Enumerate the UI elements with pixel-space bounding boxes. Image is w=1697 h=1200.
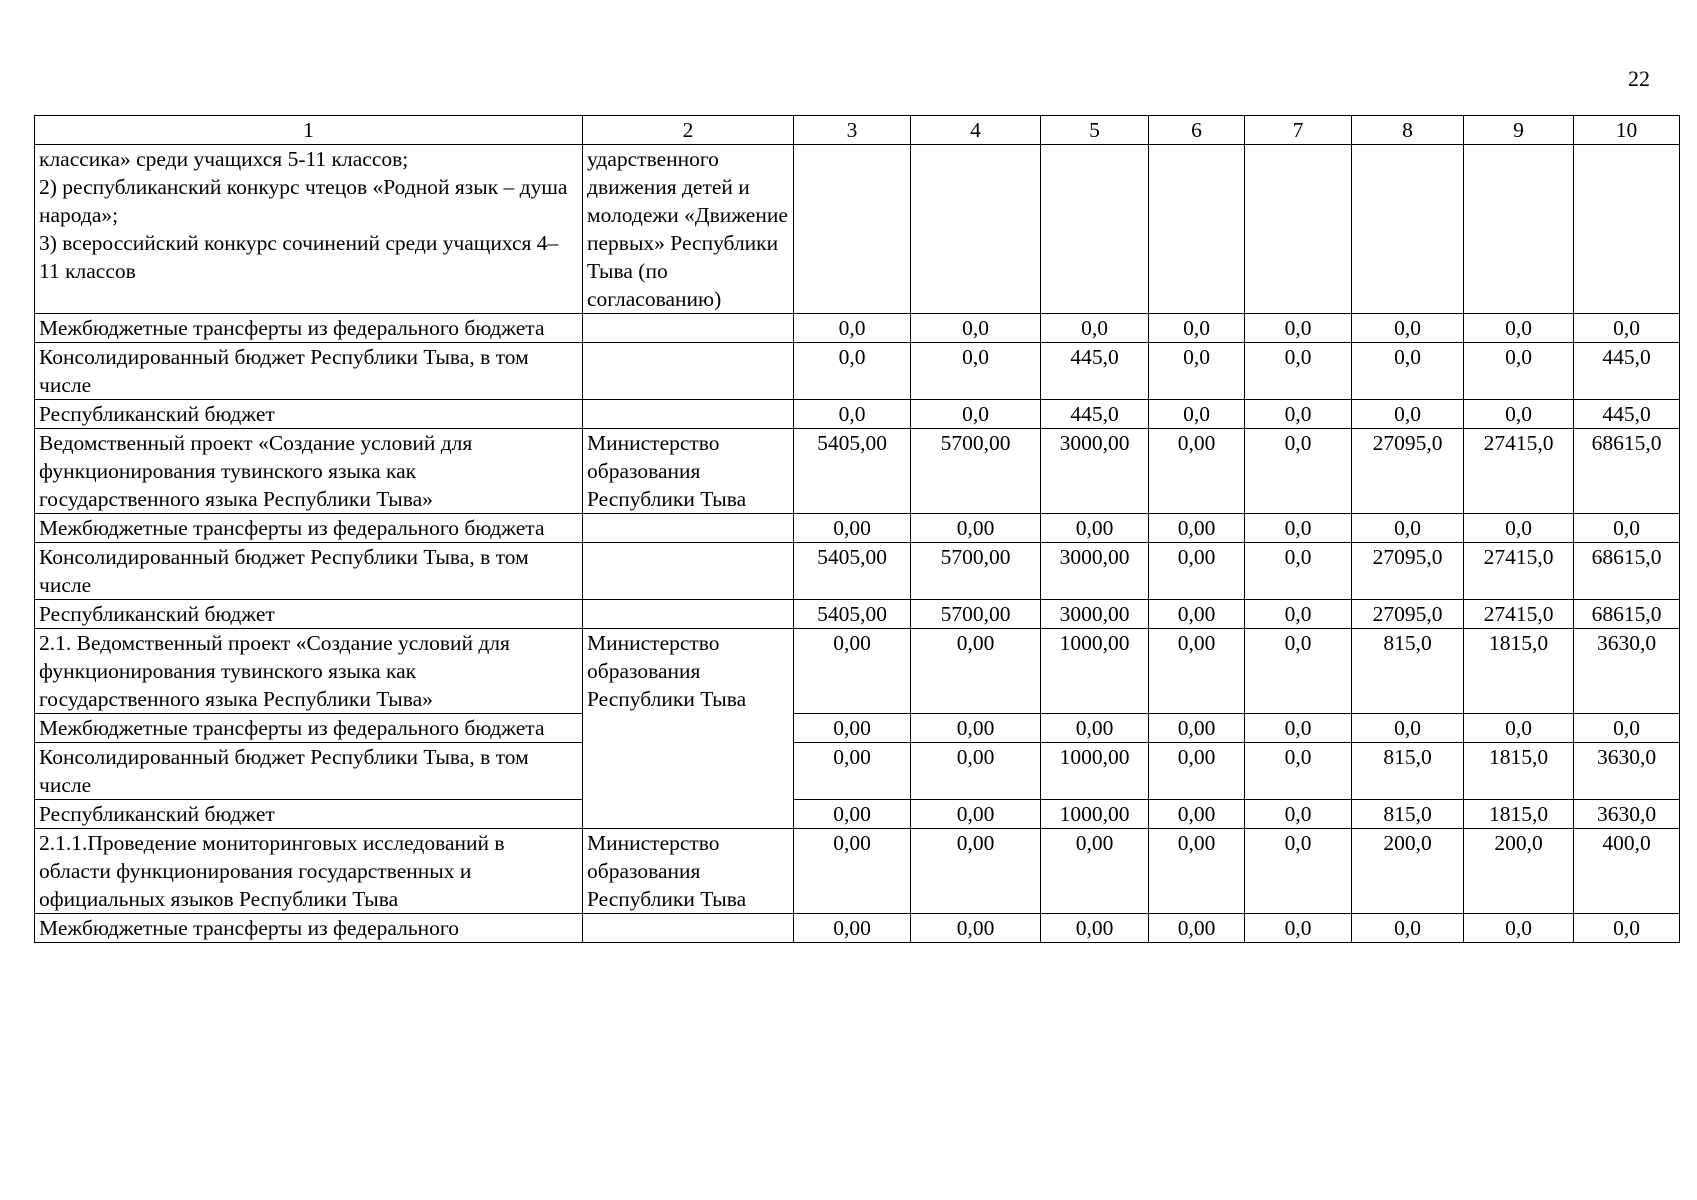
value-cell xyxy=(794,145,911,314)
row-description: Республиканский бюджет xyxy=(35,800,583,829)
responsible-executor xyxy=(583,543,794,600)
value-cell: 0,0 xyxy=(1245,343,1352,400)
row-description: Консолидированный бюджет Республики Тыва, в том числе xyxy=(35,543,583,600)
value-cell xyxy=(1149,145,1245,314)
responsible-executor xyxy=(583,314,794,343)
row-description: Межбюджетные трансферты из федерального бюджета xyxy=(35,314,583,343)
value-cell: 5405,00 xyxy=(794,600,911,629)
value-cell: 0,0 xyxy=(1464,343,1574,400)
value-cell: 0,0 xyxy=(1149,400,1245,429)
column-header: 2 xyxy=(583,116,794,145)
table-row xyxy=(35,543,1680,600)
value-cell xyxy=(1352,145,1464,314)
value-cell: 0,00 xyxy=(911,829,1041,914)
value-cell: 5700,00 xyxy=(911,429,1041,514)
value-cell: 0,0 xyxy=(1574,514,1680,543)
value-cell: 0,00 xyxy=(794,914,911,943)
page-number: 22 xyxy=(1628,66,1650,91)
value-cell: 0,0 xyxy=(911,343,1041,400)
value-cell: 0,00 xyxy=(1149,829,1245,914)
value-cell: 0,00 xyxy=(911,743,1041,800)
value-cell: 5700,00 xyxy=(911,543,1041,600)
value-cell: 0,00 xyxy=(1041,514,1149,543)
value-cell: 3630,0 xyxy=(1574,629,1680,714)
row-description: классика» среди учащихся 5-11 классов; 2) республиканский конкурс чтецов «Родной язык – душа народа»; 3) всероссийский конкурс сочинений среди учащихся 4–11 классов xyxy=(35,145,583,314)
column-header: 5 xyxy=(1041,116,1149,145)
table-row xyxy=(35,429,1680,514)
value-cell: 0,0 xyxy=(1245,543,1352,600)
value-cell xyxy=(1574,145,1680,314)
value-cell: 0,00 xyxy=(1149,800,1245,829)
value-cell: 0,0 xyxy=(1245,314,1352,343)
column-header: 10 xyxy=(1574,116,1680,145)
responsible-executor xyxy=(583,400,794,429)
row-description: 2.1.1.Проведение мониторинговых исследований в области функционирования государственных и официальных языков Республики Тыва xyxy=(35,829,583,914)
responsible-executor xyxy=(583,514,794,543)
value-cell: 5405,00 xyxy=(794,543,911,600)
value-cell xyxy=(1041,145,1149,314)
table-row xyxy=(35,145,1680,314)
value-cell: 27415,0 xyxy=(1464,543,1574,600)
value-cell: 3000,00 xyxy=(1041,543,1149,600)
column-header: 6 xyxy=(1149,116,1245,145)
value-cell: 0,0 xyxy=(794,400,911,429)
value-cell: 27095,0 xyxy=(1352,429,1464,514)
value-cell: 0,00 xyxy=(1149,514,1245,543)
value-cell: 0,0 xyxy=(1352,714,1464,743)
table-row xyxy=(35,914,1680,943)
value-cell xyxy=(1464,145,1574,314)
value-cell: 0,0 xyxy=(794,314,911,343)
value-cell: 0,00 xyxy=(1149,429,1245,514)
value-cell: 445,0 xyxy=(1041,343,1149,400)
value-cell: 0,00 xyxy=(794,714,911,743)
responsible-executor xyxy=(583,914,794,943)
value-cell: 815,0 xyxy=(1352,629,1464,714)
value-cell: 0,0 xyxy=(1464,714,1574,743)
row-description: Консолидированный бюджет Республики Тыва, в том числе xyxy=(35,343,583,400)
value-cell: 0,00 xyxy=(794,829,911,914)
table-row xyxy=(35,400,1680,429)
value-cell: 0,0 xyxy=(1352,914,1464,943)
column-header: 1 xyxy=(35,116,583,145)
value-cell: 0,0 xyxy=(794,343,911,400)
value-cell: 0,00 xyxy=(1041,914,1149,943)
table-row xyxy=(35,743,1680,800)
responsible-executor xyxy=(583,343,794,400)
value-cell: 0,0 xyxy=(1041,314,1149,343)
value-cell: 1000,00 xyxy=(1041,800,1149,829)
value-cell: 0,0 xyxy=(1352,514,1464,543)
row-description: Межбюджетные трансферты из федерального xyxy=(35,914,583,943)
value-cell: 0,00 xyxy=(911,914,1041,943)
value-cell: 0,0 xyxy=(1149,343,1245,400)
value-cell: 0,00 xyxy=(794,743,911,800)
value-cell: 815,0 xyxy=(1352,743,1464,800)
row-description: Республиканский бюджет xyxy=(35,400,583,429)
value-cell: 27415,0 xyxy=(1464,429,1574,514)
value-cell: 0,0 xyxy=(1245,400,1352,429)
value-cell: 0,00 xyxy=(794,629,911,714)
value-cell: 0,0 xyxy=(1464,400,1574,429)
column-header: 8 xyxy=(1352,116,1464,145)
value-cell: 0,00 xyxy=(1041,829,1149,914)
value-cell: 0,0 xyxy=(911,314,1041,343)
column-numbers-row xyxy=(35,116,1680,145)
value-cell xyxy=(911,145,1041,314)
row-description: 2.1. Ведомственный проект «Создание условий для функционирования тувинского языка как государственного языка Республики Тыва» xyxy=(35,629,583,714)
value-cell: 0,0 xyxy=(1245,714,1352,743)
value-cell xyxy=(1245,145,1352,314)
table-row xyxy=(35,314,1680,343)
value-cell: 0,0 xyxy=(1245,629,1352,714)
table-row xyxy=(35,600,1680,629)
table-row xyxy=(35,343,1680,400)
value-cell: 68615,0 xyxy=(1574,600,1680,629)
value-cell: 68615,0 xyxy=(1574,429,1680,514)
value-cell: 0,00 xyxy=(911,514,1041,543)
table-row xyxy=(35,800,1680,829)
responsible-executor xyxy=(583,600,794,629)
row-description: Консолидированный бюджет Республики Тыва, в том числе xyxy=(35,743,583,800)
value-cell: 0,00 xyxy=(1149,714,1245,743)
value-cell: 0,0 xyxy=(1245,429,1352,514)
value-cell: 0,00 xyxy=(1149,543,1245,600)
responsible-executor: Министерство образования Республики Тыва xyxy=(583,429,794,514)
value-cell: 0,00 xyxy=(911,714,1041,743)
column-header: 3 xyxy=(794,116,911,145)
value-cell: 3000,00 xyxy=(1041,429,1149,514)
value-cell: 445,0 xyxy=(1041,400,1149,429)
responsible-executor: ударственного движения детей и молодежи «Движение первых» Республики Тыва (по согласованию) xyxy=(583,145,794,314)
value-cell: 0,0 xyxy=(911,400,1041,429)
value-cell: 3000,00 xyxy=(1041,600,1149,629)
column-header: 7 xyxy=(1245,116,1352,145)
value-cell: 1000,00 xyxy=(1041,743,1149,800)
value-cell: 0,0 xyxy=(1574,914,1680,943)
value-cell: 0,0 xyxy=(1464,914,1574,943)
responsible-executor: Министерство образования Республики Тыва xyxy=(583,829,794,914)
table-row xyxy=(35,829,1680,914)
value-cell: 0,0 xyxy=(1464,314,1574,343)
value-cell: 27415,0 xyxy=(1464,600,1574,629)
value-cell: 0,00 xyxy=(1149,600,1245,629)
value-cell: 1000,00 xyxy=(1041,629,1149,714)
value-cell: 0,0 xyxy=(1574,314,1680,343)
value-cell: 400,0 xyxy=(1574,829,1680,914)
value-cell: 0,0 xyxy=(1245,800,1352,829)
value-cell: 0,00 xyxy=(1149,629,1245,714)
value-cell: 445,0 xyxy=(1574,343,1680,400)
value-cell: 3630,0 xyxy=(1574,800,1680,829)
column-header: 9 xyxy=(1464,116,1574,145)
value-cell: 0,0 xyxy=(1352,343,1464,400)
value-cell: 0,00 xyxy=(911,800,1041,829)
value-cell: 0,0 xyxy=(1464,514,1574,543)
value-cell: 0,0 xyxy=(1245,829,1352,914)
value-cell: 5700,00 xyxy=(911,600,1041,629)
value-cell: 0,00 xyxy=(794,514,911,543)
table-row xyxy=(35,629,1680,714)
value-cell: 0,0 xyxy=(1574,714,1680,743)
value-cell: 1815,0 xyxy=(1464,743,1574,800)
value-cell: 3630,0 xyxy=(1574,743,1680,800)
table-body xyxy=(35,116,1680,943)
row-description: Республиканский бюджет xyxy=(35,600,583,629)
value-cell: 0,0 xyxy=(1245,914,1352,943)
value-cell: 1815,0 xyxy=(1464,800,1574,829)
value-cell: 0,0 xyxy=(1149,314,1245,343)
table-row xyxy=(35,714,1680,743)
table-row xyxy=(35,514,1680,543)
row-description: Межбюджетные трансферты из федерального бюджета xyxy=(35,714,583,743)
value-cell: 0,0 xyxy=(1245,743,1352,800)
value-cell: 68615,0 xyxy=(1574,543,1680,600)
value-cell: 0,00 xyxy=(794,800,911,829)
value-cell: 27095,0 xyxy=(1352,600,1464,629)
responsible-executor: Министерство образования Республики Тыва xyxy=(583,629,794,829)
value-cell: 0,00 xyxy=(1149,743,1245,800)
value-cell: 1815,0 xyxy=(1464,629,1574,714)
value-cell: 27095,0 xyxy=(1352,543,1464,600)
value-cell: 200,0 xyxy=(1464,829,1574,914)
value-cell: 445,0 xyxy=(1574,400,1680,429)
value-cell: 0,0 xyxy=(1245,514,1352,543)
value-cell: 5405,00 xyxy=(794,429,911,514)
value-cell: 0,00 xyxy=(1041,714,1149,743)
value-cell: 0,0 xyxy=(1352,400,1464,429)
value-cell: 0,0 xyxy=(1245,600,1352,629)
value-cell: 0,00 xyxy=(1149,914,1245,943)
value-cell: 0,0 xyxy=(1352,314,1464,343)
column-header: 4 xyxy=(911,116,1041,145)
value-cell: 815,0 xyxy=(1352,800,1464,829)
value-cell: 0,00 xyxy=(911,629,1041,714)
row-description: Межбюджетные трансферты из федерального бюджета xyxy=(35,514,583,543)
row-description: Ведомственный проект «Создание условий для функционирования тувинского языка как государственного языка Республики Тыва» xyxy=(35,429,583,514)
budget-table xyxy=(34,115,1680,943)
value-cell: 200,0 xyxy=(1352,829,1464,914)
